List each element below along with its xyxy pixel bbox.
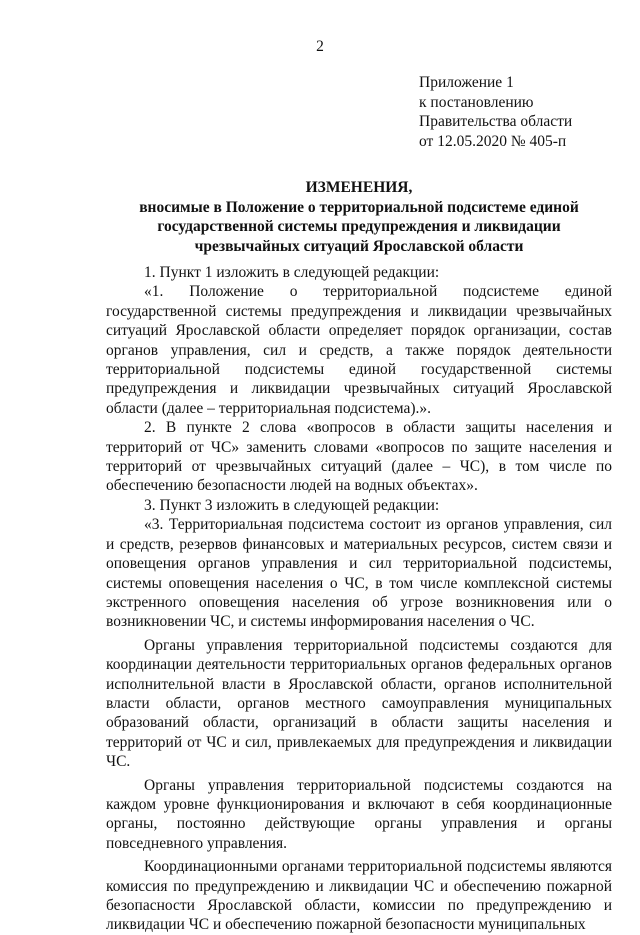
paragraph: Координационными органами территориальной подсистемы являются комиссия по предупреждению и ликвидации ЧС и обеспечению пожарной безопасности Ярославской области, комиссии по предупреждению и ликвидации ЧС и обеспечению пожарной безопасности муниципальных [106, 858, 612, 934]
paragraph: Органы управления территориальной подсистемы создаются для координации деятельности территориальных органов федеральных органов исполнительной власти в Ярославской области, органов исполнительной власти области, органов местного самоуправления муниципальных образований области, организаций в области защиты населения и территорий от ЧС и сил, привлекаемых для предупреждения и ликвидации ЧС. [106, 636, 612, 771]
title-heading: ИЗМЕНЕНИЯ, [305, 179, 413, 196]
appendix-block [419, 73, 572, 151]
paragraph: «1. Положение о территориальной подсистеме единой государственной системы предупреждения и ликвидации чрезвычайных ситуаций Ярославской области определяет порядок организации, состав органов управления, сил и средств, а также порядок деятельности территориальной подсистемы единой государственной системы предупреждения и ликвидации чрезвычайных ситуаций Ярославской области (далее – территориальная подсистема).». [106, 283, 612, 417]
document-body [106, 263, 612, 935]
paragraph: 2. В пункте 2 слова «вопросов в области защиты населения и территорий от ЧС» заменить словами «вопросов по защите населения и территорий от чрезвычайных ситуаций (далее – ЧС), в том числе по обеспечению безопасности людей на водных объектах». [106, 419, 612, 495]
paragraph: Органы управления территориальной подсистемы создаются на каждом уровне функционирования и включают в себя координационные органы, постоянно действующие органы управления и органы повседневного управления. [106, 776, 612, 852]
paragraph: «3. Территориальная подсистема состоит из органов управления, сил и средств, резервов финансовых и материальных ресурсов, систем связи и оповещения органов управления и сил территориальной подсистемы, системы оповещения населения о ЧС, в том числе комплексной системы экстренного оповещения населения об угрозе возникновения или о возникновении ЧС, и системы информирования населения о ЧС. [106, 516, 612, 631]
title-subtitle: вносимые в Положение о территориальной подсистеме единой государственной системы предупреждения и ликвидации чрезвычайных ситуаций Ярославской области [139, 198, 579, 255]
appendix-line: Приложение 1 [419, 74, 514, 91]
appendix-line: от 12.05.2020 № 405-п [419, 132, 567, 150]
paragraph: 1. Пункт 1 изложить в следующей редакции: [144, 264, 440, 281]
appendix-line: к постановлению [419, 93, 534, 111]
paragraph: 3. Пункт 3 изложить в следующей редакции: [144, 496, 440, 514]
appendix-line: Правительства области [419, 113, 573, 130]
page-number: 2 [316, 38, 324, 55]
document-title [106, 178, 612, 256]
